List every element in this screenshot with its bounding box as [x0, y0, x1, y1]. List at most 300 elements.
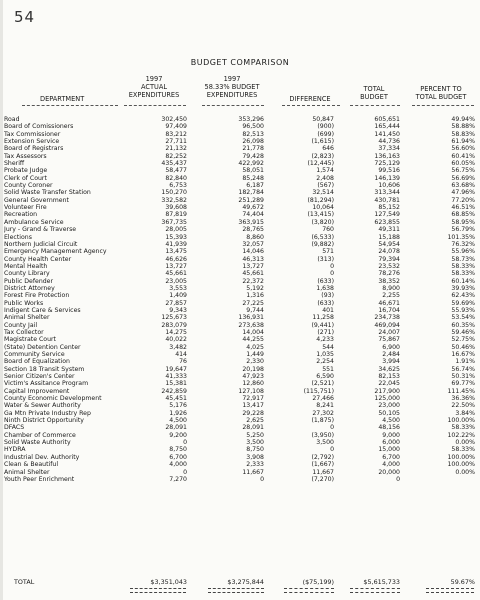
difference-cell: 2,408: [316, 174, 334, 182]
table-row: [0, 329, 480, 336]
table-row: [0, 380, 480, 387]
percent-to-total-cell: 50.31%: [451, 373, 475, 381]
total-budget-cell: 725,129: [374, 160, 400, 168]
department-name-cell: HYDRA: [4, 446, 26, 454]
department-name-cell: Public Works: [4, 299, 44, 307]
total-label: TOTAL: [14, 578, 35, 586]
budget58-expenditures-cell: 14,046: [242, 248, 264, 256]
actual-expenditures-cell: 435,437: [161, 160, 187, 168]
difference-cell: (7,270): [311, 475, 334, 483]
difference-cell: (1,875): [311, 417, 334, 425]
total-budget-cell: 127,549: [374, 211, 400, 219]
table-row: [0, 446, 480, 453]
budget58-expenditures-cell: 21,778: [242, 145, 264, 153]
department-name-cell: Road: [4, 116, 20, 123]
difference-cell: (115,751): [303, 387, 334, 395]
department-name-cell: Chamber of Commerce: [4, 431, 76, 439]
department-name-cell: Animal Shelter: [4, 314, 50, 322]
budget58-expenditures-cell: 13,417: [242, 402, 264, 410]
total-budget-cell: 2,255: [382, 292, 400, 300]
percent-to-total-cell: 58.33%: [451, 424, 475, 432]
budget58-expenditures-cell: 363,915: [238, 218, 264, 226]
difference-cell: (93): [321, 292, 334, 300]
percent-to-total-cell: 58.95%: [451, 218, 475, 226]
department-name-cell: Youth Peer Enrichment: [4, 475, 75, 483]
department-name-cell: Volunteer Fire: [4, 204, 47, 212]
difference-cell: (81,294): [307, 196, 334, 204]
percent-to-total-cell: 46.51%: [451, 204, 475, 212]
percent-to-total-cell: 36.36%: [451, 395, 475, 403]
table-row: [0, 197, 480, 204]
budget58-expenditures-cell: 5,192: [246, 284, 264, 292]
department-name-cell: Emergency Management Agency: [4, 248, 107, 256]
total-budget-cell: 8,900: [382, 284, 400, 292]
difference-cell: 2,254: [316, 358, 334, 366]
budget58-expenditures-cell: 2,625: [246, 417, 264, 425]
table-row: [0, 366, 480, 373]
total-budget-cell: 4,000: [382, 461, 400, 469]
table-row: [0, 469, 480, 476]
percent-to-total-cell: 101.35%: [447, 233, 475, 241]
difference-cell: (2,521): [311, 380, 334, 388]
total-rule-budget58: [208, 588, 264, 593]
percent-to-total-cell: 50.46%: [451, 343, 475, 351]
total-budget-cell: 78,276: [378, 270, 400, 278]
difference-cell: (2,792): [311, 453, 334, 461]
actual-expenditures-cell: 41,939: [165, 240, 187, 248]
department-name-cell: Indigent Care & Services: [4, 306, 81, 314]
table-row: [0, 314, 480, 321]
actual-expenditures-cell: 1,926: [169, 409, 187, 417]
table-row: [0, 131, 480, 138]
difference-cell: 1,035: [316, 351, 334, 358]
difference-cell: 401: [322, 306, 334, 314]
total-budget-cell: 46,671: [378, 299, 400, 307]
actual-expenditures-cell: 414: [175, 351, 187, 358]
page-number: 54: [14, 8, 36, 26]
budget58-expenditures-cell: 2,330: [246, 358, 264, 366]
table-row: [0, 211, 480, 218]
difference-cell: 27,302: [312, 409, 334, 417]
difference-cell: (313): [317, 255, 334, 263]
total-budget-cell: 34,625: [378, 365, 400, 373]
total-budget-cell: 605,651: [374, 116, 400, 123]
header-actual-year: 1997: [145, 75, 163, 83]
table-row: [0, 160, 480, 167]
budget58-expenditures-cell: 58,051: [242, 167, 264, 175]
actual-expenditures-cell: 82,252: [165, 152, 187, 160]
percent-to-total-cell: 60.05%: [451, 160, 475, 168]
budget58-expenditures-cell: 8,860: [246, 233, 264, 241]
total-budget-cell: 38,352: [378, 277, 400, 285]
header-total-budget-l2: BUDGET: [360, 93, 388, 101]
table-row: [0, 145, 480, 152]
actual-expenditures-cell: 332,582: [161, 196, 187, 204]
table-row: [0, 204, 480, 211]
difference-cell: (9,882): [311, 240, 334, 248]
total-budget-cell: 54,954: [378, 240, 400, 248]
department-name-cell: Solid Waste Authority: [4, 439, 71, 447]
actual-expenditures-cell: 19,647: [165, 365, 187, 373]
department-name-cell: District Attorney: [4, 284, 55, 292]
total-rule-total: [350, 588, 400, 593]
difference-cell: 0: [330, 424, 334, 432]
total-budget-cell: 0: [396, 475, 400, 483]
percent-to-total-cell: 52.75%: [451, 336, 475, 344]
total-budget-cell: 85,152: [378, 204, 400, 212]
percent-to-total-cell: 53.54%: [451, 314, 475, 322]
actual-expenditures-cell: 4,500: [169, 417, 187, 425]
department-name-cell: Water & Sewer Authority: [4, 402, 81, 410]
difference-cell: (1,667): [311, 461, 334, 469]
actual-expenditures-cell: 242,859: [161, 387, 187, 395]
actual-expenditures-cell: 9,343: [169, 306, 187, 314]
actual-expenditures-cell: 8,750: [169, 446, 187, 454]
difference-cell: 646: [322, 145, 334, 153]
table-row: [0, 175, 480, 182]
header-budget58-sub: EXPENDITURES: [206, 91, 258, 99]
difference-cell: 0: [330, 446, 334, 454]
budget58-expenditures-cell: 6,187: [246, 182, 264, 190]
total-budget-cell: 469,094: [374, 321, 400, 329]
percent-to-total-cell: 102.22%: [447, 431, 475, 439]
department-name-cell: Mental Health: [4, 262, 48, 270]
total-budget-cell: 49,311: [378, 226, 400, 234]
actual-expenditures-cell: 0: [183, 439, 187, 447]
department-name-cell: Ambulance Service: [4, 218, 64, 226]
budget58-expenditures-cell: 251,289: [238, 196, 264, 204]
actual-expenditures-cell: 41,333: [165, 373, 187, 381]
actual-expenditures-cell: 97,409: [165, 123, 187, 131]
total-budget-cell: 430,781: [374, 196, 400, 204]
department-name-cell: County Coroner: [4, 182, 53, 190]
difference-cell: 4,233: [316, 336, 334, 344]
budget58-expenditures-cell: 422,992: [238, 160, 264, 168]
total-actual: $3,351,043: [150, 578, 187, 586]
total-budget-cell: 99,516: [378, 167, 400, 175]
percent-to-total-cell: 58.33%: [451, 270, 475, 278]
difference-cell: 0: [330, 262, 334, 270]
total-budget-cell: 136,163: [374, 152, 400, 160]
actual-expenditures-cell: 283,079: [161, 321, 187, 329]
table-row: [0, 167, 480, 174]
total-rule-difference: [284, 588, 334, 593]
department-name-cell: Sheriff: [4, 160, 25, 168]
department-name-cell: Board of Equalization: [4, 358, 70, 366]
table-row: [0, 226, 480, 233]
total-budget-cell: 217,900: [374, 387, 400, 395]
percent-to-total-cell: 56.79%: [451, 226, 475, 234]
total-budget-cell: 37,334: [378, 145, 400, 153]
department-name-cell: Ninth District Opportunity: [4, 417, 84, 425]
header-difference: [276, 95, 344, 103]
budget58-expenditures-cell: 45,661: [242, 270, 264, 278]
actual-expenditures-cell: 6,753: [169, 182, 187, 190]
department-name-cell: Ga Mtn Private Industry Rep: [4, 409, 91, 417]
difference-cell: (2,823): [311, 152, 334, 160]
header-budget58-year: 1997: [223, 75, 241, 83]
department-name-cell: Solid Waste Transfer Station: [4, 189, 91, 197]
department-name-cell: Forest Fire Protection: [4, 292, 70, 300]
department-name-cell: Capital Improvement: [4, 387, 70, 395]
difference-cell: 11,258: [312, 314, 334, 322]
budget58-expenditures-cell: 27,225: [242, 299, 264, 307]
table-row: [0, 138, 480, 145]
percent-to-total-cell: 22.50%: [451, 402, 475, 410]
header-budget58-label: 58.33% BUDGET: [204, 83, 260, 91]
budget58-expenditures-cell: 3,500: [246, 439, 264, 447]
total-budget-cell: 79,394: [378, 255, 400, 263]
table-row: [0, 307, 480, 314]
percent-to-total-cell: 111.45%: [447, 387, 475, 395]
budget-table: [0, 116, 480, 483]
total-budget-cell: 15,000: [378, 446, 400, 454]
table-row: [0, 270, 480, 277]
percent-to-total-cell: 49.94%: [451, 116, 475, 123]
actual-expenditures-cell: 58,477: [165, 167, 187, 175]
difference-cell: (13,415): [307, 211, 334, 219]
difference-cell: 0: [330, 270, 334, 278]
actual-expenditures-cell: 5,176: [169, 402, 187, 410]
percent-to-total-cell: 62.43%: [451, 292, 475, 300]
difference-cell: 760: [322, 226, 334, 234]
difference-cell: 50,847: [312, 116, 334, 123]
department-name-cell: Board of Registrars: [4, 145, 64, 153]
total-budget-cell: 24,078: [378, 248, 400, 256]
percent-to-total-cell: 76.32%: [451, 240, 475, 248]
actual-expenditures-cell: 7,270: [169, 475, 187, 483]
difference-cell: 544: [322, 343, 334, 351]
actual-expenditures-cell: 83,212: [165, 130, 187, 138]
percent-to-total-cell: 16.67%: [451, 351, 475, 358]
department-name-cell: Senior Citizen's Center: [4, 373, 75, 381]
difference-cell: 1,574: [316, 167, 334, 175]
header-actual-sub: EXPENDITURES: [128, 91, 180, 99]
total-budget-cell: 146,139: [374, 174, 400, 182]
table-row: [0, 153, 480, 160]
budget58-expenditures-cell: 2,333: [246, 461, 264, 469]
budget58-expenditures-cell: 1,449: [246, 351, 264, 358]
budget58-expenditures-cell: 13,727: [242, 262, 264, 270]
total-budget-cell: 50,105: [378, 409, 400, 417]
table-row: [0, 461, 480, 468]
department-name-cell: Jury - Grand & Traverse: [4, 226, 77, 234]
budget58-expenditures-cell: 72,917: [242, 395, 264, 403]
percent-to-total-cell: 60.14%: [451, 277, 475, 285]
table-row: [0, 373, 480, 380]
percent-to-total-cell: 47.96%: [451, 189, 475, 197]
percent-to-total-cell: 60.35%: [451, 321, 475, 329]
actual-expenditures-cell: 27,711: [165, 138, 187, 146]
percent-to-total-cell: 61.94%: [451, 138, 475, 146]
difference-cell: 10,064: [312, 204, 334, 212]
total-budget-cell: 165,444: [374, 123, 400, 131]
table-row: [0, 285, 480, 292]
department-name-cell: Public Defender: [4, 277, 54, 285]
percent-to-total-cell: 0.00%: [455, 468, 475, 476]
budget58-expenditures-cell: 85,248: [242, 174, 264, 182]
department-name-cell: County Library: [4, 270, 50, 278]
total-rule-actual: [130, 588, 186, 593]
header-percent: [406, 85, 476, 101]
actual-expenditures-cell: 4,000: [169, 461, 187, 469]
percent-to-total-cell: 58.88%: [451, 123, 475, 131]
total-budget-cell: 125,000: [374, 395, 400, 403]
budget58-expenditures-cell: 127,108: [238, 387, 264, 395]
table-row: [0, 432, 480, 439]
total-budget58: $3,275,844: [227, 578, 264, 586]
difference-cell: 27,466: [312, 395, 334, 403]
budget58-expenditures-cell: 4,025: [246, 343, 264, 351]
total-budget-cell: 6,000: [382, 439, 400, 447]
difference-cell: 3,500: [316, 439, 334, 447]
actual-expenditures-cell: 76: [179, 358, 187, 366]
difference-cell: 32,514: [312, 189, 334, 197]
budget58-expenditures-cell: 28,091: [242, 424, 264, 432]
department-name-cell: Probate Judge: [4, 167, 48, 175]
percent-to-total-cell: 56.60%: [451, 145, 475, 153]
actual-expenditures-cell: 3,553: [169, 284, 187, 292]
total-difference: ($75,199): [302, 578, 334, 586]
percent-to-total-cell: 55.93%: [451, 306, 475, 314]
table-row: [0, 256, 480, 263]
percent-to-total-cell: 58.33%: [451, 262, 475, 270]
budget58-expenditures-cell: 20,198: [242, 365, 264, 373]
percent-to-total-cell: 56.74%: [451, 365, 475, 373]
difference-cell: (9,441): [311, 321, 334, 329]
department-name-cell: Tax Commissioner: [4, 130, 61, 138]
table-row: [0, 116, 480, 123]
department-name-cell: Recreation: [4, 211, 38, 219]
difference-cell: (6,533): [311, 233, 334, 241]
percent-to-total-cell: 100.00%: [447, 417, 475, 425]
percent-to-total-cell: 58.83%: [451, 130, 475, 138]
budget58-expenditures-cell: 26,098: [242, 138, 264, 146]
total-row: [0, 578, 480, 587]
budget58-expenditures-cell: 79,428: [242, 152, 264, 160]
budget58-expenditures-cell: 74,404: [242, 211, 264, 219]
table-row: [0, 189, 480, 196]
percent-to-total-cell: 3.84%: [455, 409, 475, 417]
table-row: [0, 439, 480, 446]
total-budget-cell: 313,344: [374, 189, 400, 197]
header-rule-department: [22, 105, 118, 106]
total-budget-cell: 4,500: [382, 417, 400, 425]
actual-expenditures-cell: 28,005: [165, 226, 187, 234]
total-budget-cell: 141,450: [374, 130, 400, 138]
percent-to-total-cell: 0.00%: [455, 439, 475, 447]
header-department-text: DEPARTMENT: [40, 95, 85, 103]
budget58-expenditures-cell: 44,255: [242, 336, 264, 344]
department-name-cell: Magistrate Court: [4, 336, 56, 344]
table-row: [0, 395, 480, 402]
header-percent-l1: PERCENT TO: [420, 85, 462, 93]
table-row: [0, 344, 480, 351]
header-actual: [118, 75, 190, 99]
budget58-expenditures-cell: 353,296: [238, 116, 264, 123]
actual-expenditures-cell: 15,393: [165, 233, 187, 241]
budget58-expenditures-cell: 273,638: [238, 321, 264, 329]
department-name-cell: Clean & Beautiful: [4, 461, 59, 469]
table-row: [0, 234, 480, 241]
header-actual-label: ACTUAL: [140, 83, 168, 91]
percent-to-total-cell: 58.33%: [451, 446, 475, 454]
budget58-expenditures-cell: 11,667: [242, 468, 264, 476]
total-budget-cell: 20,000: [378, 468, 400, 476]
department-name-cell: DFACS: [4, 424, 25, 432]
difference-cell: (271): [317, 328, 334, 336]
actual-expenditures-cell: 82,840: [165, 174, 187, 182]
actual-expenditures-cell: 150,270: [161, 189, 187, 197]
header-rule-budget58: [202, 105, 264, 106]
percent-to-total-cell: 100.00%: [447, 461, 475, 469]
actual-expenditures-cell: 28,091: [165, 424, 187, 432]
header-rule-percent: [412, 105, 474, 106]
actual-expenditures-cell: 13,475: [165, 248, 187, 256]
total-rule-percent: [426, 588, 474, 593]
actual-expenditures-cell: 23,005: [165, 277, 187, 285]
difference-cell: (3,820): [311, 218, 334, 226]
actual-expenditures-cell: 40,022: [165, 336, 187, 344]
budget58-expenditures-cell: 12,860: [242, 380, 264, 388]
header-difference-text: DIFFERENCE: [289, 95, 331, 103]
department-name-cell: Tax Collector: [4, 328, 44, 336]
total-budget-cell: 23,532: [378, 262, 400, 270]
header-rule-total: [350, 105, 400, 106]
department-name-cell: Tax Assessors: [4, 152, 47, 160]
table-row: [0, 322, 480, 329]
percent-to-total-cell: 56.69%: [451, 174, 475, 182]
difference-cell: (633): [317, 277, 334, 285]
department-name-cell: Board of Comissioners: [4, 123, 74, 131]
total-budget-cell: 16,704: [378, 306, 400, 314]
total-budget-cell: 48,156: [378, 424, 400, 432]
difference-cell: 571: [322, 248, 334, 256]
department-name-cell: County Health Center: [4, 255, 72, 263]
percent-to-total-cell: 59.46%: [451, 328, 475, 336]
difference-cell: (3,950): [311, 431, 334, 439]
total-budget-cell: 75,867: [378, 336, 400, 344]
table-row: [0, 424, 480, 431]
table-row: [0, 263, 480, 270]
table-row: [0, 336, 480, 343]
total-budget: $5,615,733: [363, 578, 400, 586]
percent-to-total-cell: 55.96%: [451, 248, 475, 256]
difference-cell: 8,241: [316, 402, 334, 410]
table-row: [0, 123, 480, 130]
total-budget-cell: 10,606: [378, 182, 400, 190]
header-rule-difference: [282, 105, 340, 106]
budget58-expenditures-cell: 32,057: [242, 240, 264, 248]
difference-cell: (567): [317, 182, 334, 190]
header-percent-l2: TOTAL BUDGET: [415, 93, 467, 101]
budget58-expenditures-cell: 28,765: [242, 226, 264, 234]
department-name-cell: Animal Shelter: [4, 468, 50, 476]
table-row: [0, 278, 480, 285]
difference-cell: 11,667: [312, 468, 334, 476]
total-budget-cell: 2,484: [382, 351, 400, 358]
table-row: [0, 351, 480, 358]
budget58-expenditures-cell: 8,750: [246, 446, 264, 454]
difference-cell: (699): [317, 130, 334, 138]
table-row: [0, 219, 480, 226]
percent-to-total-cell: 69.77%: [451, 380, 475, 388]
difference-cell: 6,590: [316, 373, 334, 381]
actual-expenditures-cell: 125,673: [161, 314, 187, 322]
total-percent: 59.67%: [450, 578, 475, 586]
percent-to-total-cell: 77.20%: [451, 196, 475, 204]
department-name-cell: Industrial Dev. Authority: [4, 453, 80, 461]
